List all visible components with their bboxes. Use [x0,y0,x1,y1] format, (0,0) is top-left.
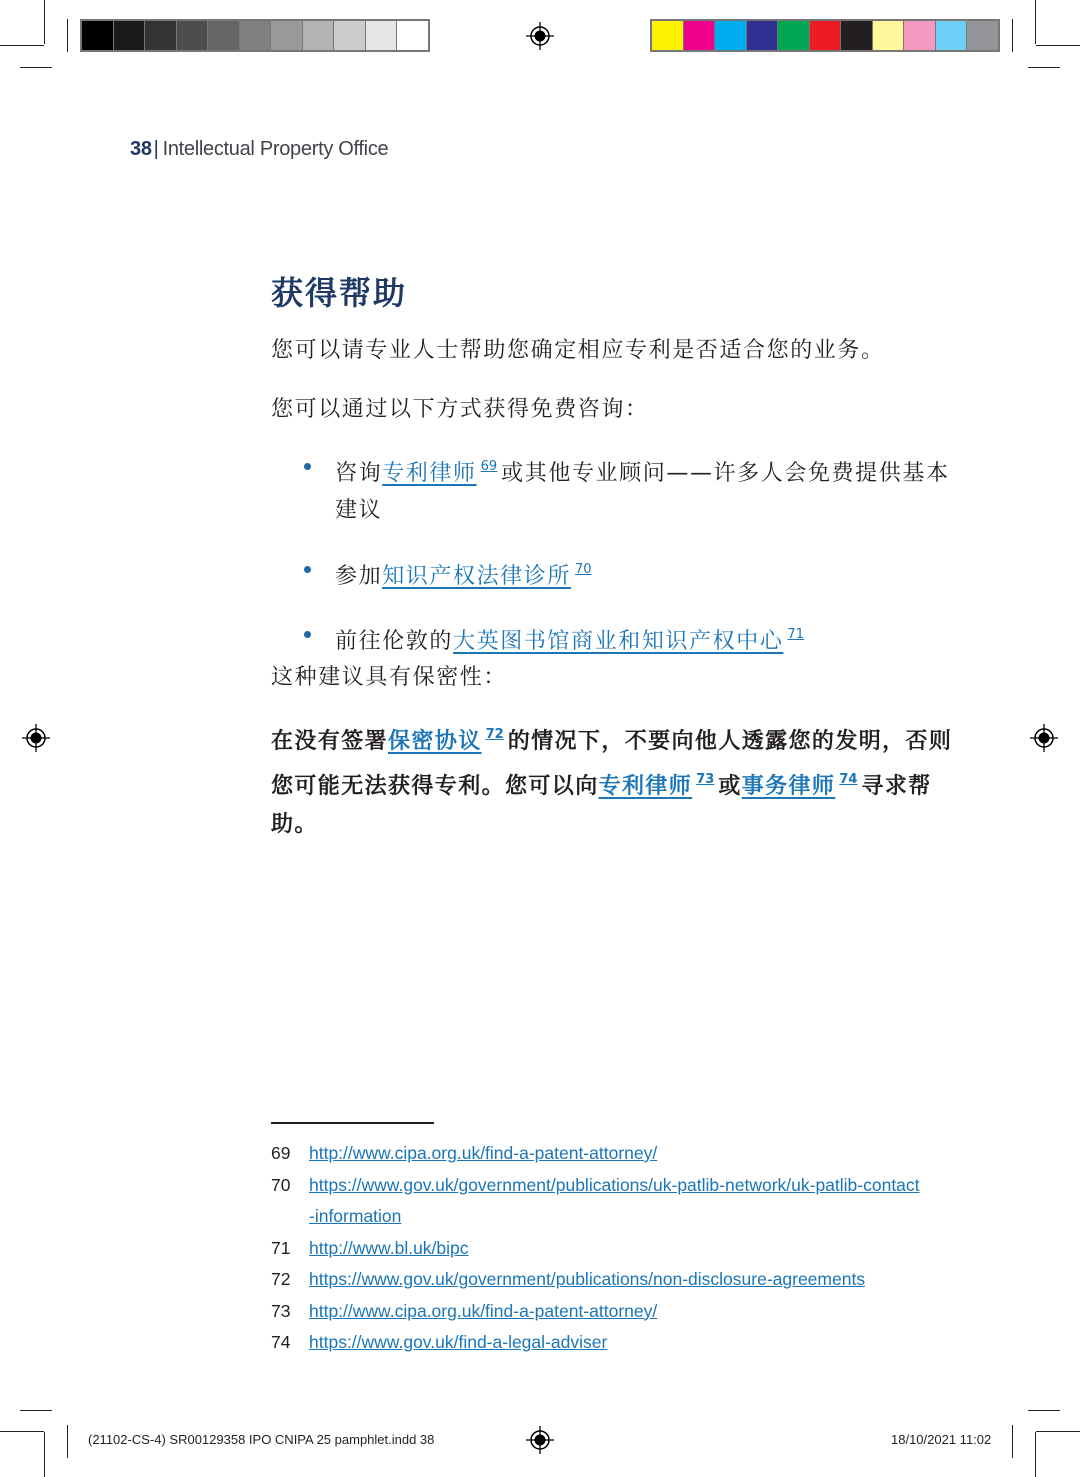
footnote-number: 69 [271,1143,291,1163]
header-separator: | [153,138,159,160]
bullet-text: 咨询 [335,461,383,486]
color-swatch [652,21,684,50]
ip-law-clinic-link[interactable]: 知识产权法律诊所 [382,564,572,589]
footnote-ref[interactable]: 74 [839,772,858,787]
grey-swatch [114,21,146,50]
footnote-number: 70 [271,1174,291,1195]
list-item [300,448,960,529]
list-item [300,616,960,660]
running-header [130,138,388,161]
grey-swatch [240,21,272,50]
footnote-url[interactable]: https://www.gov.uk/government/publications/uk-patlib-network/uk-patlib-contact-information [309,1174,920,1226]
warning-paragraph [271,716,961,844]
grey-swatch [82,21,114,50]
registration-mark-icon [526,22,554,50]
footnote-url[interactable]: http://www.cipa.org.uk/find-a-patent-attorney/ [309,1143,658,1163]
crop-mark [67,1425,68,1458]
warning-text: 的情况下，不要向他人透露您的发明，否则您可能无法获得专利。您可以向 [271,729,953,799]
color-swatch [747,21,779,50]
crop-mark [20,67,52,68]
crop-mark [1028,67,1060,68]
crop-mark [1035,1432,1036,1477]
warning-text: 或 [718,774,742,799]
grey-swatch [177,21,209,50]
list-item [300,551,960,595]
warning-text: 在没有签署 [271,729,389,754]
crop-mark [20,1410,52,1411]
bullet-icon [304,566,311,573]
footnote-url[interactable]: https://www.gov.uk/find-a-legal-adviser [309,1332,608,1352]
grey-swatch [397,21,428,50]
color-swatch [936,21,968,50]
publisher-name: Intellectual Property Office [162,138,389,160]
grey-swatch [334,21,366,50]
footnote-url[interactable]: http://www.bl.uk/bipc [309,1237,469,1258]
crop-mark [1036,45,1080,46]
crop-mark [1012,19,1013,52]
slug-date: 18/10/2021 11:02 [891,1432,992,1447]
color-swatch [684,21,716,50]
bullet-text: 前往伦敦的 [335,629,454,654]
footnote-url[interactable]: http://www.cipa.org.uk/find-a-patent-attorney/ [309,1300,658,1321]
confidential-lead: 这种建议具有保密性： [271,665,508,690]
crop-mark [67,19,68,52]
color-calibration-bar [650,19,1000,52]
crop-mark [1035,0,1036,44]
color-swatch [841,21,873,50]
registration-mark-icon [1030,724,1058,752]
footnote-ref[interactable]: 70 [575,562,592,577]
crop-mark [1012,1425,1013,1458]
footnote-url[interactable]: https://www.gov.uk/government/publications/non-disclosure-agreements [309,1269,866,1289]
color-swatch [778,21,810,50]
footnote-ref[interactable]: 72 [485,727,504,742]
bullet-icon [304,631,311,638]
warning-text: 寻求帮助。 [271,774,932,837]
grey-swatch [145,21,177,50]
footnote [271,1138,971,1170]
british-library-bipc-link[interactable]: 大英图书馆商业和知识产权中心 [453,629,784,654]
grey-swatch [366,21,398,50]
page-title: 获得帮助 [271,274,408,312]
footnote [271,1170,971,1233]
color-swatch [873,21,905,50]
page-number: 38 [130,138,152,160]
slug-file-info: (21102-CS-4) SR00129358 IPO CNIPA 25 pamphlet.indd 38 [88,1432,435,1447]
footnote-number: 72 [271,1269,291,1289]
patent-attorney-link[interactable]: 专利律师 [382,461,477,486]
crop-mark [1036,1431,1080,1432]
footnote-ref[interactable]: 69 [480,459,498,474]
bullet-text: 或其他专业顾问——许多人会免费提供基本建议 [335,461,950,523]
grey-calibration-bar [80,19,430,52]
grey-swatch [303,21,335,50]
nda-link[interactable]: 保密协议 [388,729,482,754]
bullet-text: 参加 [335,564,383,589]
registration-mark-icon [22,724,50,752]
footnote-ref[interactable]: 71 [787,627,804,642]
bullet-icon [304,463,311,470]
crop-mark [0,1431,44,1432]
footnote-rule [271,1122,434,1124]
footnote [271,1233,971,1265]
footnote-ref[interactable]: 73 [696,772,715,787]
footnote-number: 74 [271,1332,291,1352]
color-swatch [715,21,747,50]
color-swatch [810,21,842,50]
registration-mark-icon [526,1426,554,1454]
footnote [271,1296,971,1328]
crop-mark [1028,1410,1060,1411]
advice-options-list [300,448,960,660]
intro-paragraph: 您可以请专业人士帮助您确定相应专利是否适合您的业务。 [271,338,885,363]
crop-mark [0,45,44,46]
color-swatch [904,21,936,50]
footnote-number: 73 [271,1300,291,1321]
grey-swatch [208,21,240,50]
footnote-number: 71 [271,1237,291,1258]
crop-mark [44,1432,45,1477]
free-advice-lead: 您可以通过以下方式获得免费咨询： [271,397,649,422]
footnotes [271,1138,971,1359]
solicitor-link[interactable]: 事务律师 [741,774,836,799]
footnote [271,1264,971,1296]
footnote [271,1327,971,1359]
grey-swatch [271,21,303,50]
crop-mark [44,0,45,44]
patent-attorney-link[interactable]: 专利律师 [598,774,693,799]
color-swatch [967,21,998,50]
